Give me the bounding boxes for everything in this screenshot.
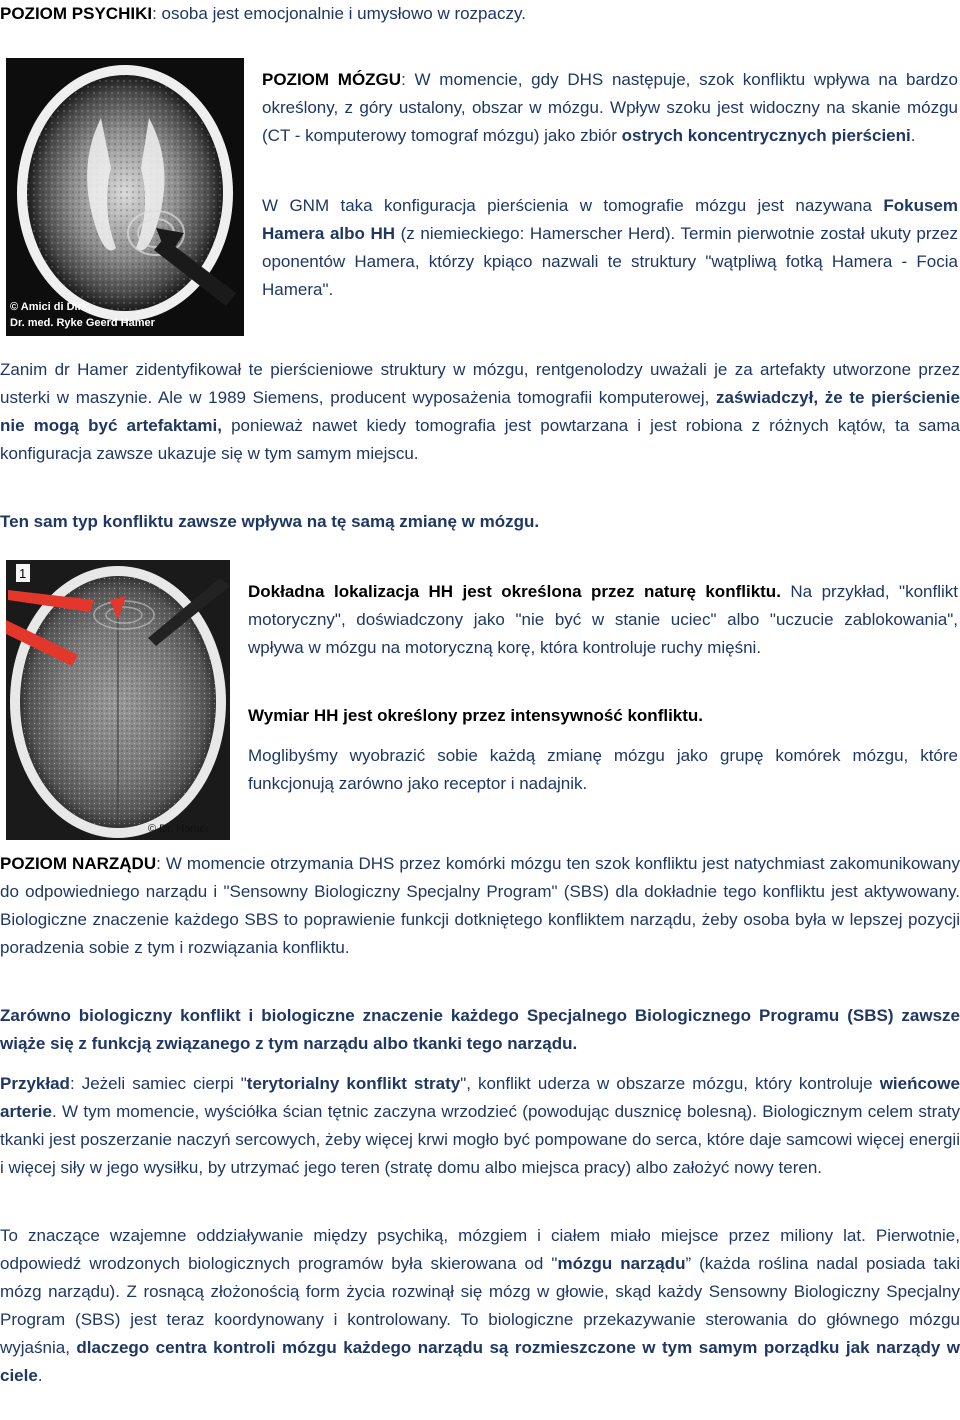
scan2-caption: © Dr. Hamer <box>148 823 210 835</box>
scan1-caption-line2: Dr. med. Ryke Geerd Hamer <box>10 317 155 329</box>
ct-scan-image-2 <box>6 560 230 840</box>
localization-paragraph: Dokładna lokalizacja HH jest określona przez naturę konfliktu. Na przykład, "konflikt motoryczny", doświadczony jako "nie być w stanie uciec" albo "uczucie zablokowania", wpływa w mózgu na motoryczną korę, która kontroluje ruchy mięśni. <box>248 582 959 657</box>
hh-size-heading: Wymiar HH jest określony przez intensywność konfliktu. <box>248 706 704 725</box>
scan1-caption-line1: © Amici di Dirk, <box>10 301 92 313</box>
artefacts-paragraph: Zanim dr Hamer zidentyfikował te pierścieniowe struktury w mózgu, rentgenolodzy uważali je za artefakty utworzone przez usterki w maszynie. Ale w 1989 Siemens, producent wyposażenia tomografii komputerowej, zaświadczył, że te pierścienie nie mogą być artefaktami, ponieważ nawet kiedy tomografia jest powtarzana i jest robiona z różnych kątów, ta sama konfiguracja zawsze ukazuje się w tym samym miejscu. <box>0 360 960 463</box>
psych-level-text: : osoba jest emocjonalnie i umysłowo w rozpaczy. <box>152 4 526 23</box>
interaction-paragraph: To znaczące wzajemne oddziaływanie między psychiką, mózgiem i ciałem miało miejsce przez miliony lat. Pierwotnie, odpowiedź wrodzonych biologicznych programów była skierowana od "mózgu narządu” (każda roślina nadal posiada taki mózg narządu). Z rosnącą złożonością form życia rozwinął się mózg w głowie, skąd każdy Sensowny Biologiczny Specjalny Program (SBS) jest teraz koordynowany i kontrolowany. To biologiczne przekazywanie sterowania do głównego mózgu wyjaśnia, dlaczego centra kontroli mózgu każdego narządu są rozmieszczone w tym samym porządku jak narządy w ciele. <box>0 1226 960 1385</box>
scan2-number: 1 <box>19 566 27 581</box>
psych-level-label: POZIOM PSYCHIKI <box>0 4 153 23</box>
both-paragraph: Zarówno biologiczny konflikt i biologiczne znaczenie każdego Specjalnego Biologicznego Programu (SBS) zawsze wiąże się z funkcją związanego z tym narządu albo tkanki tego narządu. <box>0 1006 960 1053</box>
organ-level-paragraph: POZIOM NARZĄDU: W momencie otrzymania DHS przez komórki mózgu ten szok konfliktu jest natychmiast zakomunikowany do odpowiedniego narządu i "Sensowny Biologiczny Specjalny Program" (SBS) dla dokładnie tego konfliktu jest aktywowany. Biologiczne znaczenie każdego SBS to poprawienie funkcji dotkniętego konfliktem narządu, żeby osoba była w lepszej pozycji poradzenia sobie z tym i rozwiązania konfliktu. <box>0 854 960 957</box>
example-label: Przykład <box>0 1074 70 1093</box>
psych-level-paragraph <box>0 0 960 28</box>
brain-level-paragraph: POZIOM MÓZGU: W momencie, gdy DHS następuje, szok konfliktu wpływa na bardzo określony, z góry ustalony, obszar w mózgu. Wpływ szoku jest widoczny na skanie mózgu (CT - komputerowy tomograf mózgu) jako zbiór ostrych koncentrycznych pierścieni. <box>262 70 959 145</box>
organ-level-label: POZIOM NARZĄDU <box>0 854 157 873</box>
example-paragraph: Przykład: Jeżeli samiec cierpi "terytorialny konflikt straty", konflikt uderza w obszarze mózgu, który kontroluje wieńcowe arterie. W tym momencie, wyściółka ścian tętnic zaczyna wrzodzieć (powodując dusznicę bolesną). Biologicznym celem straty tkanki jest poszerzanie naczyń sercowych, żeby więcej krwi mogło być pompowane do serca, które daje samcowi więcej energii i więcej siły w jego wysiłku, by utrzymać jego teren (stratę domu albo miejsca pracy) albo założyć nowy teren. <box>0 1074 960 1177</box>
ct-scan-image-1 <box>6 58 244 336</box>
brain-level-label: POZIOM MÓZGU <box>262 70 402 89</box>
imagine-paragraph: Moglibyśmy wyobrazić sobie każdą zmianę mózgu jako grupę komórek mózgu, które funkcjonują zarówno jako receptor i nadajnik. <box>248 746 958 793</box>
gnm-paragraph: W GNM taka konfiguracja pierścienia w tomografie mózgu jest nazywana Fokusem Hamera albo HH (z niemieckiego: Hamerscher Herd). Termin pierwotnie został ukuty przez oponentów Hamera, którzy kpiąco nazwali te struktury "wątpliwą fotką Hamera - Focia Hamera". <box>262 196 958 299</box>
same-conflict-heading: Ten sam typ konfliktu zawsze wpływa na tę samą zmianę w mózgu. <box>0 512 540 531</box>
